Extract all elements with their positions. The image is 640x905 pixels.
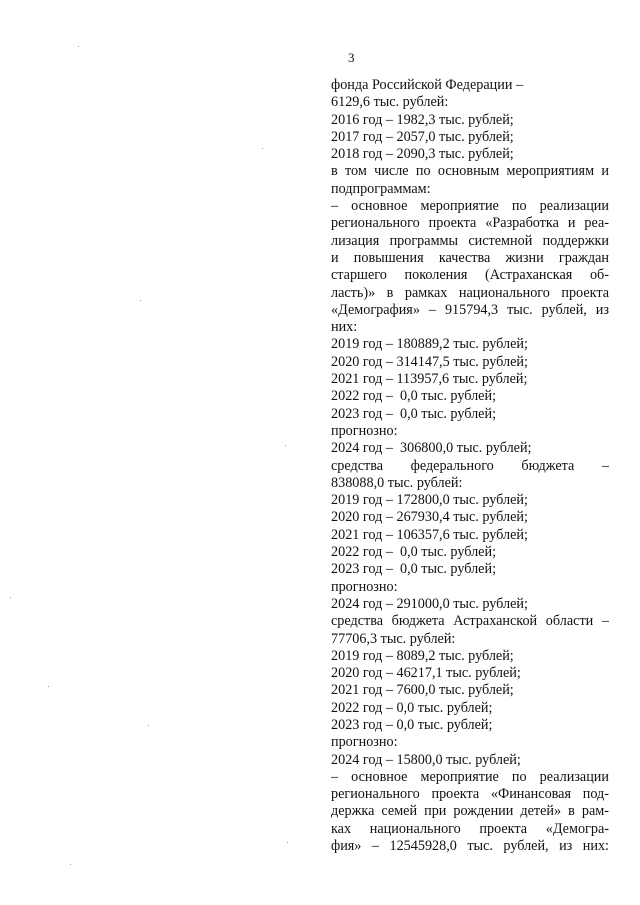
text-line: 77706,3 тыс. рублей: <box>331 630 456 647</box>
text-line: прогнозно: <box>331 422 398 439</box>
scan-speck <box>48 686 49 687</box>
scan-speck <box>262 148 263 149</box>
text-line: 2018 год – 2090,3 тыс. рублей; <box>331 146 514 163</box>
text-line: средства федерального бюджета – <box>331 457 609 474</box>
scan-speck <box>140 300 141 301</box>
text-line: 2019 год – 172800,0 тыс. рублей; <box>331 492 528 509</box>
text-line: 2016 год – 1982,3 тыс. рублей; <box>331 111 514 128</box>
text-line: 2023 год – 0,0 тыс. рублей; <box>331 405 497 422</box>
text-line: и повышения качества жизни граждан <box>331 249 609 266</box>
text-line: «Демография» – 915794,3 тыс. рублей, из <box>331 301 609 318</box>
text-line: 2022 год – 0,0 тыс. рублей; <box>331 388 497 405</box>
text-line: – основное мероприятие по реализации <box>331 768 609 785</box>
text-line: фия» – 12545928,0 тыс. рублей, из них: <box>331 838 609 855</box>
text-line: прогнозно: <box>331 578 398 595</box>
text-line: 2023 год – 0,0 тыс. рублей; <box>331 561 497 578</box>
text-line: 2024 год – 15800,0 тыс. рублей; <box>331 751 521 768</box>
text-line: ласть)» в рамках национального проекта <box>331 284 609 301</box>
text-line: 2023 год – 0,0 тыс. рублей; <box>331 716 493 733</box>
text-column <box>331 77 609 855</box>
text-line: ках национального проекта «Демогра- <box>331 820 609 837</box>
text-line: фонда Российской Федерации – <box>331 77 524 93</box>
text-line: 2022 год – 0,0 тыс. рублей; <box>331 544 497 561</box>
text-line: подпрограммам: <box>331 180 431 197</box>
text-line: старшего поколения (Астраханская об- <box>331 267 609 284</box>
text-line: 2019 год – 180889,2 тыс. рублей; <box>331 336 528 353</box>
text-line: регионального проекта «Разработка и реа- <box>331 215 609 232</box>
scan-speck <box>10 597 11 598</box>
text-line: 2020 год – 267930,4 тыс. рублей; <box>331 509 528 526</box>
text-line: 2021 год – 7600,0 тыс. рублей; <box>331 682 514 699</box>
text-line: 2020 год – 314147,5 тыс. рублей; <box>331 353 528 370</box>
text-line: 2022 год – 0,0 тыс. рублей; <box>331 699 493 716</box>
text-line: 2021 год – 113957,6 тыс. рублей; <box>331 371 528 388</box>
text-line: прогнозно: <box>331 734 398 751</box>
text-line: них: <box>331 319 358 336</box>
text-line: 2019 год – 8089,2 тыс. рублей; <box>331 647 514 664</box>
text-line: 838088,0 тыс. рублей: <box>331 474 463 491</box>
text-line: 2024 год – 306800,0 тыс. рублей; <box>331 440 532 457</box>
text-line: держка семей при рождении детей» в рам- <box>331 803 609 820</box>
scan-speck <box>148 725 149 726</box>
text-line: 2020 год – 46217,1 тыс. рублей; <box>331 665 521 682</box>
page-number: 3 <box>348 50 355 65</box>
scan-speck <box>78 46 79 47</box>
text-line: лизация программы системной поддержки <box>331 232 609 249</box>
scan-speck <box>285 445 286 446</box>
scan-speck <box>70 864 71 865</box>
scan-speck <box>287 842 288 843</box>
text-line: средства бюджета Астраханской области – <box>331 613 609 630</box>
text-line: 2021 год – 106357,6 тыс. рублей; <box>331 526 528 543</box>
text-line: – основное мероприятие по реализации <box>331 198 609 215</box>
text-line: в том числе по основным мероприятиям и <box>331 163 609 180</box>
text-line: 6129,6 тыс. рублей: <box>331 94 449 111</box>
text-line: регионального проекта «Финансовая под- <box>331 786 609 803</box>
text-line: 2024 год – 291000,0 тыс. рублей; <box>331 595 528 612</box>
text-line: 2017 год – 2057,0 тыс. рублей; <box>331 128 514 145</box>
